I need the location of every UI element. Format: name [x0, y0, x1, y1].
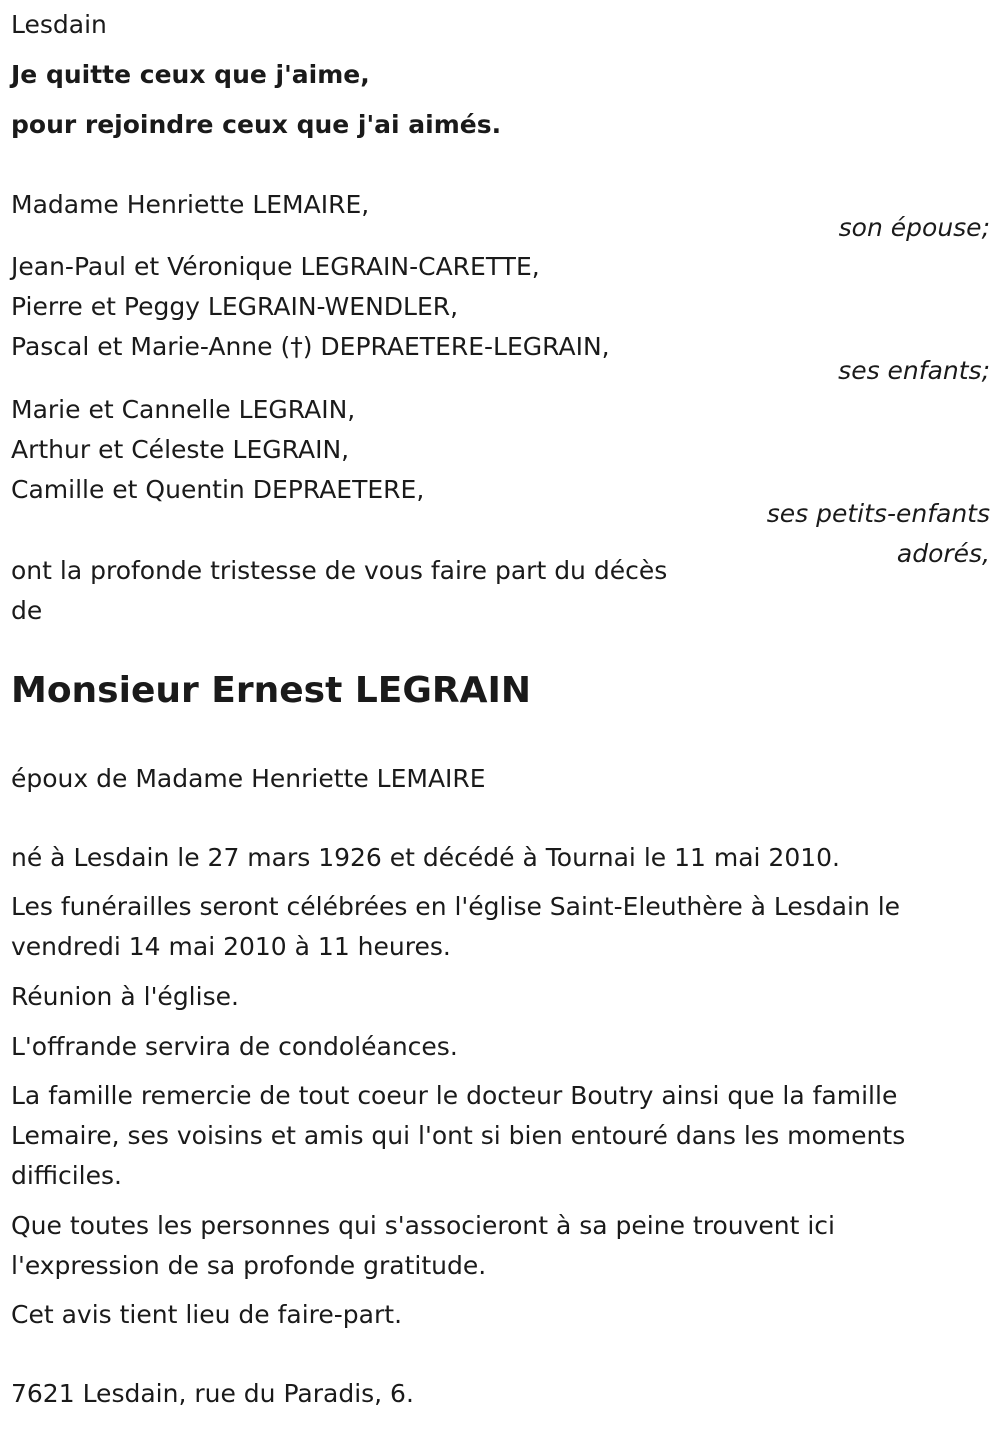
birth-death-info: né à Lesdain le 27 mars 1926 et décédé à Tournai le 11 mai 2010.	[11, 843, 840, 872]
location-heading: Lesdain	[11, 10, 107, 39]
child-2: Pierre et Peggy LEGRAIN-WENDLER,	[11, 292, 459, 321]
spouse-of: époux de Madame Henriette LEMAIRE	[11, 764, 486, 793]
grandchildren-role-line-2: adorés,	[896, 539, 990, 568]
thanks-line-1: La famille remercie de tout coeur le docteur Boutry ainsi que la famille	[11, 1081, 898, 1110]
announcement-line-1: ont la profonde tristesse de vous faire part du décès	[11, 556, 668, 585]
grandchild-3: Camille et Quentin DEPRAETERE,	[11, 475, 425, 504]
funeral-line-1: Les funérailles seront célébrées en l'église Saint-Eleuthère à Lesdain le	[11, 892, 901, 921]
grandchildren-role-line-1: ses petits-enfants	[766, 499, 990, 528]
grandchild-2: Arthur et Céleste LEGRAIN,	[11, 435, 350, 464]
thanks-line-3: difficiles.	[11, 1161, 122, 1190]
quote-line-2: pour rejoindre ceux que j'ai aimés.	[11, 110, 502, 139]
notice-info: Cet avis tient lieu de faire-part.	[11, 1300, 403, 1329]
deceased-name: Monsieur Ernest LEGRAIN	[11, 670, 532, 711]
offering-info: L'offrande servira de condoléances.	[11, 1032, 458, 1061]
quote-line-1: Je quitte ceux que j'aime,	[11, 60, 370, 89]
thanks-line-2: Lemaire, ses voisins et amis qui l'ont si bien entouré dans les moments	[11, 1121, 906, 1150]
child-3: Pascal et Marie-Anne (†) DEPRAETERE-LEGRAIN,	[11, 332, 610, 361]
announcement-line-2: de	[11, 596, 43, 625]
grandchild-1: Marie et Cannelle LEGRAIN,	[11, 395, 356, 424]
child-1: Jean-Paul et Véronique LEGRAIN-CARETTE,	[11, 252, 540, 281]
gratitude-line-1: Que toutes les personnes qui s'associeront à sa peine trouvent ici	[11, 1211, 835, 1240]
spouse-role: son épouse;	[838, 213, 990, 242]
meeting-info: Réunion à l'église.	[11, 982, 239, 1011]
spouse-name: Madame Henriette LEMAIRE,	[11, 190, 370, 219]
address: 7621 Lesdain, rue du Paradis, 6.	[11, 1379, 414, 1408]
gratitude-line-2: l'expression de sa profonde gratitude.	[11, 1251, 487, 1280]
funeral-line-2: vendredi 14 mai 2010 à 11 heures.	[11, 932, 451, 961]
children-role: ses enfants;	[838, 356, 990, 385]
